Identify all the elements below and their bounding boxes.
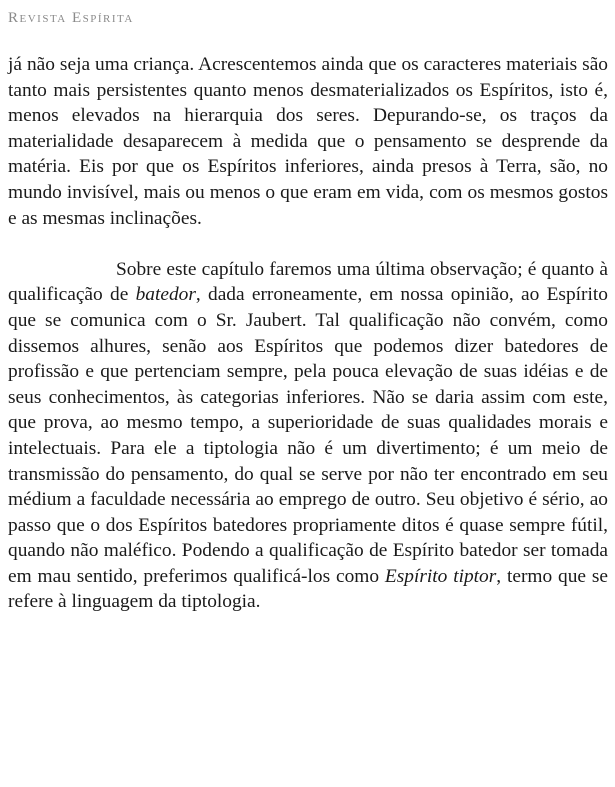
- italic-term-batedor: batedor: [135, 284, 196, 306]
- paragraph-2-text-2: , dada erroneamente, em nossa opinião, ao Espírito que se comunica com o Sr. Jaubert. Tal qualificação não convém, como dissemos alhures, senão aos Espíritos que podemos dizer batedores de profissão e que pertenciam sempre, pela pouca elevação de suas idéias e de seus conhecimentos, às categorias inferiores. Não se daria assim com este, que prova, ao mesmo tempo, a superioridade de suas qualidades morais e intelectuais. Para ele a tiptologia não é um divertimento; é um meio de transmissão do pensamento, do qual se serve por não ter encontrado em seu médium a faculdade necessária ao emprego de outro. Seu objetivo é sério, ao passo que o dos Espíritos batedores propriamente ditos é quase sempre fútil, quando não maléfico. Podendo a qualificação de Espírito batedor ser tomada em mau sentido, preferimos qualificá-los como: [8, 284, 608, 587]
- paragraph-1: já não seja uma criança. Acrescentemos ainda que os caracteres materiais são tanto mais persistentes quanto menos desmaterializados os Espíritos, isto é, menos elevados na hierarquia dos seres. Depurando-se, os traços da materialidade desaparecem à medida que o pensamento se desprende da matéria. Eis por que os Espíritos inferiores, ainda presos à Terra, são, no mundo invisível, mais ou menos o que eram em vida, com os mesmos gostos e as mesmas inclinações.: [8, 54, 608, 229]
- paragraph-2: [8, 257, 608, 615]
- paragraph-2-text-3: , termo que se refere à linguagem da tiptologia.: [8, 565, 608, 613]
- paragraph-2-text-1: Sobre este capítulo faremos uma última observação; é quanto à qualificação de: [8, 258, 608, 306]
- italic-term-espirito-tiptor: Espírito tiptor: [384, 565, 497, 587]
- running-header: Revista Espírita: [8, 10, 134, 26]
- page-body: [8, 52, 608, 615]
